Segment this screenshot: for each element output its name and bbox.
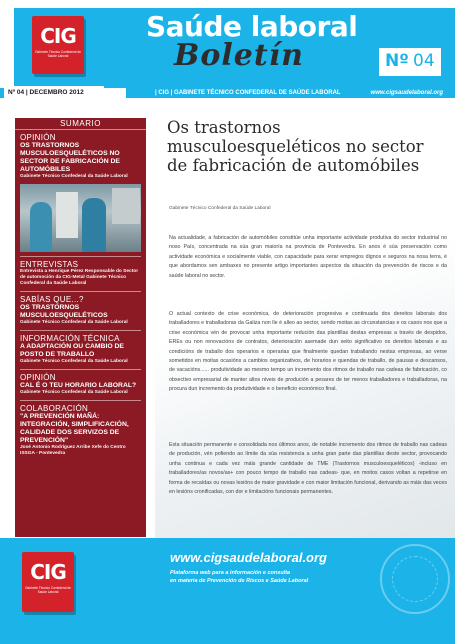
logo-text: CIG xyxy=(30,560,66,584)
page-subtitle: Boletín xyxy=(174,38,304,73)
section-author: José Antonio Rodríguez Arribe Xefe do Centro ISSGA - Pontevedra xyxy=(20,445,126,456)
article-paragraph: Esta situación permanente e consolidada nos últimos anos, de notable incremento dos ritmos de traballo nas cadeas de produción, vén pofiendo ao límite da súa resistencia a unha gran parte das plantillas deste sector, provocando unha continua e cada vez máis grande cantidade de TME (Trastornos musculoesqueléticos) -incluso en traballadores/as novos/as+ con pouco tempo de traballo nas cadeas- que, en moitos casos voltan a repetirse en forma de recaídas ou novas lesións de maior gravidade e con maior limitación funcional, derivando as máis das veces en lesións cronificadas, con dor e limitacións funcionais permanentes. xyxy=(169,442,447,496)
section-label: COLABORACIÓN xyxy=(20,404,89,413)
footer-tagline: Plataforma web para a información e consulta xyxy=(170,570,291,576)
cig-logo-footer xyxy=(22,552,74,612)
section-label: INFORMACIÓN TÉCNICA xyxy=(20,334,120,343)
page-title: Saúde laboral xyxy=(146,10,358,43)
section-title: CAL É O TEU HORARIO LABORAL? xyxy=(20,382,137,389)
sidebar-summary xyxy=(15,118,146,537)
summary-item[interactable] xyxy=(15,370,146,396)
section-label: ENTREVISTAS xyxy=(20,260,79,269)
logo-subtext: Gabinete Técnico Confederal de Saúde Laboral xyxy=(25,586,71,594)
footer-tagline: en materia de Prevención de Riscos e Saúde Laboral xyxy=(170,578,309,584)
footer xyxy=(0,538,455,644)
article-paragraph: O actual contexto de crise económica, de deterioración progresiva e continuada dos dereitos laborais dos traballadores e traballadoras da Galiza non lle é alleo ao sector, sendo moitas as circunstancias e os casos nos que a crise económica vén de provocar unha importante redución das plantillas destas empresas a través de despidos, EREs ou non renovacións de contratos, deterioración asemade dun xeito significativo os dereitos laborais e as condicións de traballo dos operarios e operarias que finalmente quedan traballando nestas empresas, ao verse sometidos en moitas ocasións a cambios organizativos, de horarios e quendas de traballo, de pausas e descansos, de vacacións...... produtividade ao mesmo tempo un incremento dos ritmos de traballo nas cadeas de fabricación, co obxectivo empresarial de manter altos niveis de produción a pesares de ter menos traballadores e traballadoras, na procura dun incremento da produtividade e o beneficio económico final. xyxy=(169,311,447,393)
section-label: SABÍAS QUE...? xyxy=(20,295,84,304)
section-author: Gabinete Técnico Confederal da Saúde Laboral xyxy=(20,390,128,395)
cig-logo xyxy=(32,16,84,74)
article-byline: Gabinete Técnico Confederal da Saúde Laboral xyxy=(169,206,271,211)
issue-number-value: 04 xyxy=(413,51,435,71)
logo-text: CIG xyxy=(40,24,76,48)
section-title: "A PREVENCIÓN MAÑÁ: INTEGRACIÓN, SIMPLIFICACIÓN, CALIDADE DOS SERVIZOS DE PREVENCIÓN" xyxy=(20,413,129,444)
section-author: Gabinete Técnico Confederal da Saúde Laboral xyxy=(20,174,128,179)
title-area xyxy=(104,8,455,88)
issue-number-label: Nº xyxy=(385,51,409,71)
info-bar xyxy=(0,88,455,98)
section-label: OPINIÓN xyxy=(20,373,56,382)
article xyxy=(155,98,455,538)
section-title: A ADAPTACIÓN OU CAMBIO DE POSTO DE TRABALLO xyxy=(20,343,124,358)
section-author: Entrevista a Henrique Pérez Responsable do Sector de automoción da CIG-Metal Gabinete Técnico Confederal da Saúde Laboral xyxy=(20,269,139,286)
logo-subtext: Gabinete Técnico Confederal de Saúde Laboral xyxy=(35,50,81,58)
section-label: OPINIÓN xyxy=(20,133,56,142)
section-author: Gabinete Técnico Confederal da Saúde Laboral xyxy=(20,359,128,364)
issue-date: Nº 04 | DECEMBRO 2012 xyxy=(4,88,126,98)
article-title: Os trastornos musculoesqueléticos no sector de fabricación de automóbiles xyxy=(167,118,424,175)
summary-item[interactable] xyxy=(15,292,146,326)
header xyxy=(0,0,455,88)
header-url-link[interactable]: www.cigsaudelaboral.org xyxy=(370,90,443,96)
issue-number-box xyxy=(379,48,441,76)
footer-url-link[interactable]: www.cigsaudelaboral.org xyxy=(170,550,327,565)
factory-workers-photo xyxy=(20,184,141,252)
summary-item[interactable] xyxy=(15,130,146,180)
decorative-seal-icon xyxy=(380,544,450,614)
section-author: Gabinete Técnico Confederal da Saúde Laboral xyxy=(20,320,128,325)
section-title: OS TRASTORNOS MUSCULOESQUELÉTICOS xyxy=(20,304,108,319)
summary-item[interactable] xyxy=(15,257,146,287)
summary-item[interactable] xyxy=(15,401,146,457)
summary-heading: SUMARIO xyxy=(15,118,146,130)
section-title: OS TRASTORNOS MUSCULOESQUELÉTICOS NO SECTOR DE FABRICACIÓN DE AUTOMÓBILES xyxy=(20,142,120,173)
logo-panel xyxy=(14,8,104,86)
summary-item[interactable] xyxy=(15,331,146,365)
article-paragraph: Na actualidade, a fabricación de automóbiles constitúe unha importante actividade produtiva do sector industrial no noso País, concentrada na súa gran maioría na provincia de Pontevedra. En anos é súa preservación como actividade económica e socialmente viable, con capacidade para xerar empregos dignos e seguros na nosa terra, é que abordamos sen ambaxes no presente artigo importantes aspectos da situación da prevención de riscos e da saúde laboral no sector. xyxy=(169,235,447,279)
organization-name: | CIG | GABINETE TÉCNICO CONFEDERAL DE SAÚDE LABORAL xyxy=(155,90,341,96)
